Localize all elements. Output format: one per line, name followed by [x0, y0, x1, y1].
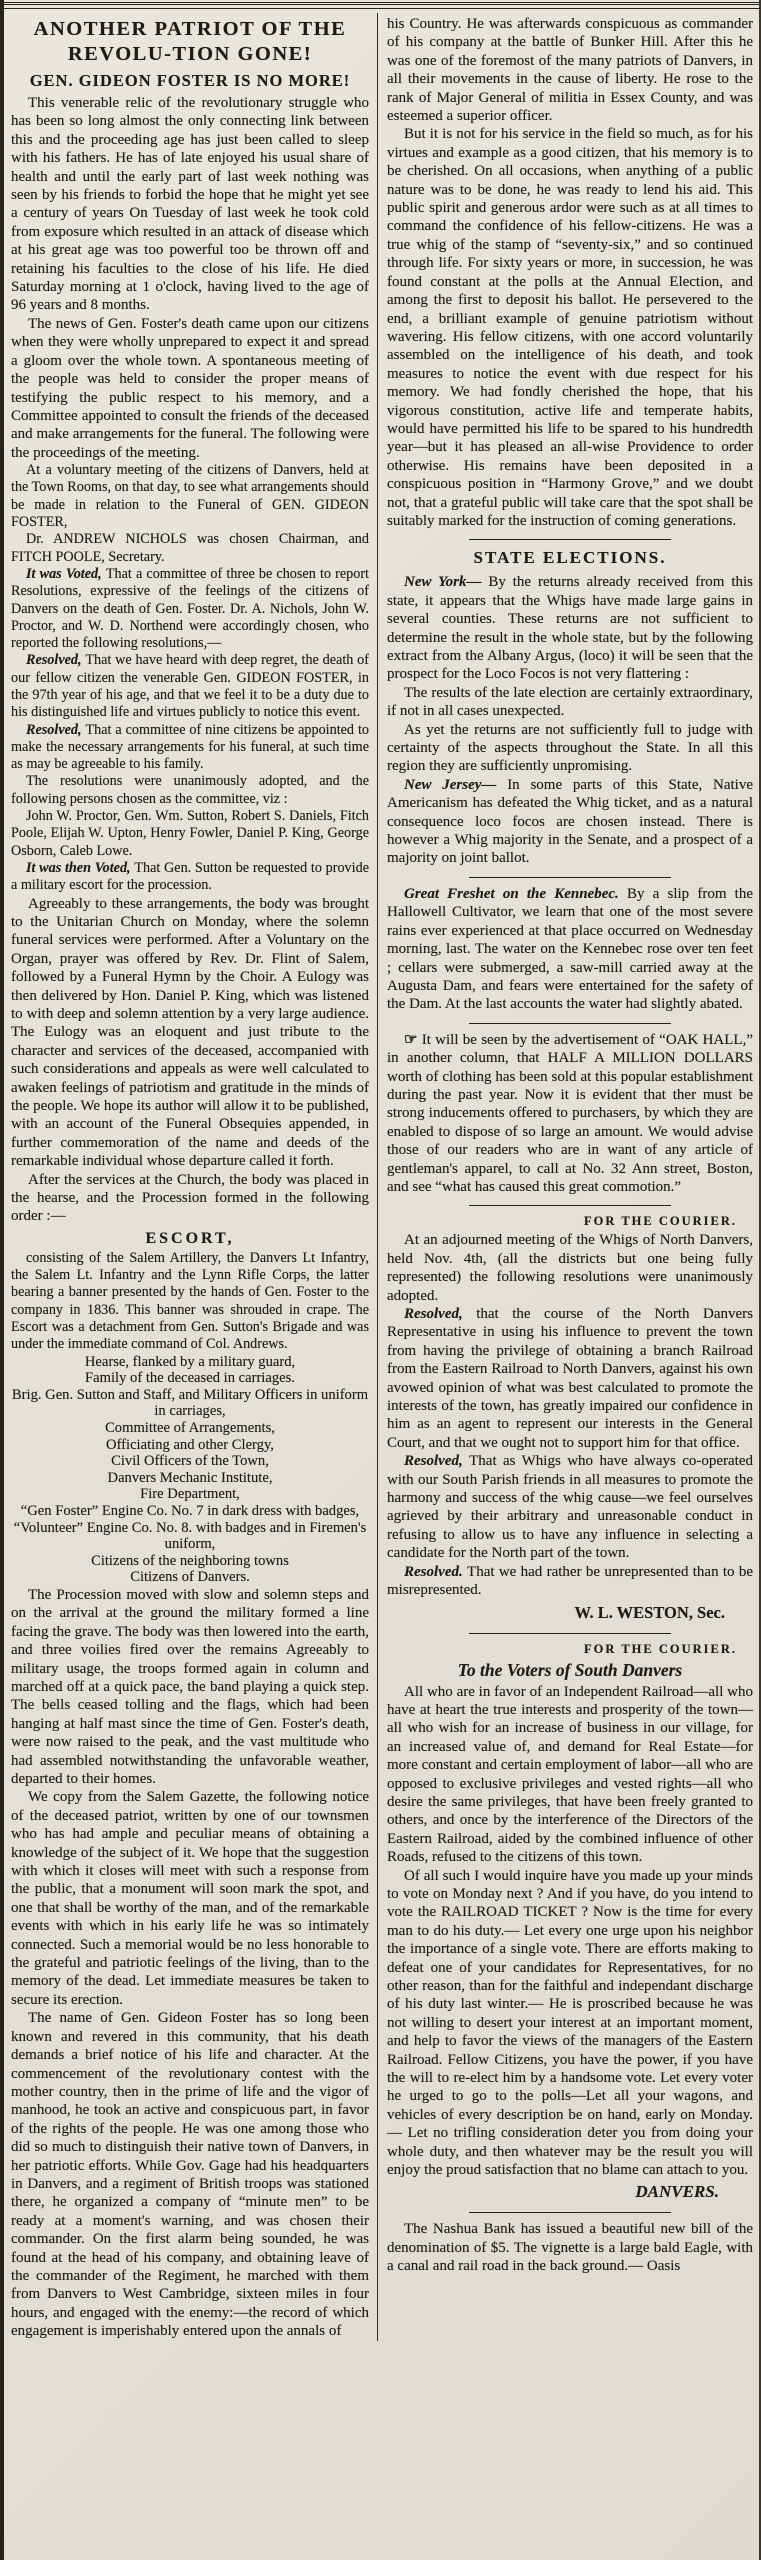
article-paragraph: Resolved, That we have heard with deep regret, the death of our fellow citizen the venerable Gen. GIDEON FOSTER, in the 97th year of his age, and that we feel it to be a duty due to his distinguished life and virtues publicly to notice this event. [11, 652, 369, 721]
article-paragraph: The Procession moved with slow and solemn steps and on the arrival at the ground the military formed a line facing the grave. The body was then lowered into the earth, and three voilies fired over the remains Agreeably to military usage, the troops formed again in column and marched off at a quick pace, the band playing a quick step. The bells ceased tolling and the flags, which had been hanging at half mast since the time of Gen. Foster's death, were now raised to the peak, and the vast multitude who had assembled notwithstanding the unfavorable weather, departed to their homes. [11, 1586, 369, 1788]
signature-weston: W. L. WESTON, Sec. [574, 1602, 725, 1622]
procession-line: Hearse, flanked by a military guard, [84, 1353, 296, 1370]
article-columns [4, 13, 759, 2341]
procession-line: Civil Officers of the Town, [111, 1453, 269, 1470]
article-paragraph: Resolved. That we had rather be unrepresented than to be misrepresented. [387, 1563, 754, 1599]
article-paragraph: New York— By the returns already received from this state, it appears that the Whigs have made large gains in several counties. These returns are not sufficient to determine the result in the whole state, but by the following extract from the Albany Argus, (loco) it will be seen that the prospect for the Loco Focos is not very flattering : [387, 574, 753, 683]
article-paragraph: Great Freshet on the Kennebec. By a slip from the Hallowell Cultivator, we learn that one of the most severe rains ever experienced at that place occurred on Wednesday morning, last. The water on the Kennebec rose over ten feet ; cellars were submerged, a saw-mill carried away at the Augusta Dam, and fears were entertained for the safety of the Dam. At the last accounts the water had slightly abated. [387, 885, 753, 1013]
masthead-rule [4, 2, 759, 9]
article-paragraph: Resolved, That as Whigs who have always co-operated with our South Parish friends in all measures to promote the harmony and success of the whig cause—we feel ourselves agrieved by their arbitrary and unreasonable conduct in refusing to allow us to have any influence in selecting a candidate for the North part of the town. [387, 1453, 754, 1562]
article-paragraph: The results of the late election are certainly extraordinary, if not in all cases unexpected. [387, 684, 753, 720]
procession-line: Committee of Arrangements, [105, 1420, 275, 1437]
paragraph-lead: Resolved, [26, 721, 86, 738]
section-divider [469, 2212, 670, 2213]
article-paragraph: The resolutions were unanimously adopted, and the following persons chosen as the committee, viz : [11, 773, 369, 807]
paragraph-lead: Resolved. [404, 1563, 468, 1580]
article-paragraph: At a voluntary meeting of the citizens of Danvers, held at the Town Rooms, on that day, to see what arrangements should be made in relation to the Funeral of GEN. GIDEON FOSTER, [11, 462, 369, 531]
paragraph-lead: Resolved, [404, 1306, 477, 1322]
article-paragraph: It was then Voted, That Gen. Sutton be requested to provide a military escort for the procession. [11, 859, 369, 894]
escort-heading: ESCORT, [145, 1229, 235, 1247]
article-paragraph: At an adjourned meeting of the Whigs of North Danvers, held Nov. 4th, (all the districts but one being fully represented) the following resolutions were unanimously adopted. [387, 1232, 753, 1304]
right-column [378, 13, 759, 2341]
paragraph-lead: It was Voted, [26, 565, 106, 582]
article-paragraph: Agreeably to these arrangements, the body was brought to the Unitarian Church on Monday, where the solemn funeral services were performed. After a Voluntary on the Organ, prayer was offered by Rev. Dr. Flint of Salem, followed by a Funeral Hymn by the Choir. A Eulogy was then delivered by Hon. Daniel P. King, which was listened to with deep and solemn attention by a very large audience. The Eulogy was an eloquent and just tribute to the character and services of the deceased, accompanied with such considerations and appeals as were well calculated to awaken feelings of patriotism and gratitude in the minds of the people. We hope its author will allow it to be published, with an account of the Funeral Obsequies appended, in further commemoration of the name and deeds of the remarkable individual whose departure called it forth. [11, 895, 369, 1170]
procession-line: Citizens of the neighboring towns [91, 1552, 289, 1569]
article-paragraph: New Jersey— In some parts of this State, Native Americanism has defeated the Whig ticket, and as a natural consequence loco focos are chosen instead. There is however a Whig majority in the Senate, and a prospect of a majority on joint ballot. [387, 776, 753, 867]
paragraph-lead: Resolved, [404, 1453, 470, 1470]
article-paragraph: This venerable relic of the revolutionary struggle who has been so long almost the only connecting link between this and the proceeding age has just been called to sleep with his fathers. He has of late enjoyed his usual share of health and until the early part of last week nothing was seen by his friends to forbid the hope that he might yet see a century of years On Tuesday of last week he took cold from exposure which resulted in an attack of disease which at his great age was too powerful too be thrown off and retaining his faculties to the close of his life. He died Saturday morning at 1 o'clock, having lived to the age of 96 years and 8 months. [11, 95, 369, 314]
article-paragraph: Of all such I would inquire have you made up your minds to vote on Monday next ? And if you have, do you intend to vote the RAILROAD TICKET ? Now is the time for every man to do his duty.— Let every one urge upon his neighbor the importance of a single vote. There are efforts making to defeat one of your candidates for Representatives, for no other reason, than for the faithful and independant discharge of his duty last winter.— He is proscribed because he was not willing to desert your interest at an important moment, and help to favor the views of the managers of the Eastern Railroad. Fellow Citizens, you have the power, if you have the will to re-elect him by a handsome vote. Let every voter he urged to go to the polls—Let all your wagons, and vehicles of every description be on hand, early on Monday.— Let no trifling consideration deter you from doing your whole duty, and then whatever may be the result you will enjoy the proud satisfaction that no blame can attach to you. [387, 1867, 753, 2179]
section-divider [469, 1633, 670, 1634]
paragraph-lead: Resolved, [26, 652, 86, 669]
paragraph-lead: Great Freshet on the Kennebec. [404, 885, 627, 902]
procession-line: Officiating and other Clergy, [106, 1436, 274, 1453]
left-column [4, 13, 378, 2341]
article-paragraph: It was Voted, That a committee of three be chosen to report Resolutions, expressive of the feelings of the citizens of Danvers on the death of Gen. Foster. Dr. A. Nichols, John W. Proctor, and W. D. Northend were accordingly chosen, who reported the following resolutions,— [11, 565, 369, 652]
article-paragraph: The name of Gen. Gideon Foster has so long been known and revered in this community, that his death demands a brief notice of his life and character. At the commencement of the revolutionary contest with the mother country, then in the prime of life and the vigor of manhood, he took an active and conspicuous part, in favor of the rights of the people. He was one among those who did so much to distinguish their native town of Danvers, in her patriotic efforts. While Gov. Gage had his headquarters in Danvers, and a regiment of British troops was stationed there, he organized a company of “minute men” to be ready at a moment's warning, and was chosen their commander. On the first alarm being sounded, he was found at the head of his company, and obtaining leave of the commander of the Regiment, he marched with them from Danvers to West Cambridge, sixteen miles in four hours, and engaged with the enemy:—the record of which engagement is imperishably entered upon the annals of [11, 2010, 369, 2340]
procession-line: Brig. Gen. Sutton and Staff, and Military Officers in uniform in carriages, [11, 1386, 369, 1420]
paragraph-lead: New York— [404, 574, 489, 591]
letter-heading: To the Voters of South Danvers [457, 1659, 683, 1680]
article-paragraph: The Nashua Bank has issued a beautiful new bill of the denomination of $5. The vignette is a large bald Eagle, with a canal and rail road in the back ground.— Oasis [387, 2221, 753, 2275]
article-subhead: GEN. GIDEON FOSTER IS NO MORE! [29, 71, 351, 90]
article-paragraph: As yet the returns are not sufficiently full to judge with certainty of the aspects throughout the State. In all this region they are sufficiently unpromising. [387, 721, 753, 775]
article-paragraph: But it is not for his service in the field so much, as for his virtues and example as a good citizen, that his memory is to be cherished. On all occasions, when anything of a public nature was to be done, he was ready to lend his aid. This public spirit and generous ardor were such as at all times to command the confidence of his fellow-citizens. He was a true whig of the stamp of “seventy-six,” and so continued through life. For sixty years or more, in succession, he was found constant at the polls at the Annual Election, and among the first to deposit his ballot. He persevered to the end, a brilliant example of genuine patriotism without wavering. His fellow citizens, with one accord voluntarily assembled on the intelligence of his death, and took measures to notice the event with due respect for his memory. We had fondly cherished the hope, that his vigorous constitution, active life and temperate habits, would have permitted his life to be spared to his hundredth year—but it has pleased an all-wise Providence to order otherwise. His remains have been deposited in a conspicuous position in “Harmony Grove,” and we doubt not, that a grateful public will take care that the spot shall be suitably marked for the instruction of coming generations. [387, 126, 753, 529]
article-paragraph: We copy from the Salem Gazette, the following notice of the deceased patriot, written by one of our townsmen who has had ample and peculiar means of obtaining a knowledge of the subject of it. We hope that the suggestion with which it closes will meet with such a response from the public, that a monument will soon mark the spot, and one that shall be worthy of the man, and of the remarkable events with which in his early life he was so intimately connected. Such a memorial would be no less honorable to the grateful and patriotic feelings of the living, than to the memory of the dead. Let immediate measures be taken to secure its erection. [11, 1789, 369, 2008]
article-paragraph: Resolved, that the course of the North Danvers Representative in using his influence to prevent the town from having the privilege of obtaining a branch Railroad from the Eastern Railroad to North Danvers, against his own avowed opinion of what was best calculated to promote the interests of the town, has greatly impaired our confidence in him as an agent to represent our interests in the General Court, and that we ought not to support him for that office. [387, 1306, 753, 1451]
article-paragraph: his Country. He was afterwards conspicuous as commander of his company at the battle of Bunker Hill. After this he was one of the foremost of the many patriots of Danvers, in all their movements in the cause of liberty. He rose to the rank of Major General of militia in Essex County, and was esteemed a superior officer. [387, 16, 753, 125]
section-divider [469, 1023, 670, 1024]
paragraph-lead: It was then Voted, [26, 859, 135, 876]
byline-for-the-courier: FOR THE COURIER. [584, 1214, 737, 1229]
paragraph-lead: New Jersey— [404, 776, 508, 793]
article-paragraph: All who are in favor of an Independent Railroad—all who have at heart the true interests and prosperity of the town—all who wish for an increase of business in our village, for an increased value of, and demand for Real Estate—for more constant and certain employment of labor—all who are opposed to exclusive privileges and vested rights—all who desire the same privileges, that have been freely granted to others, and once by the interference of the Directors of the Eastern Railroad, aided by the combined influence of other Roads, refused to the citizens of this town. [387, 1683, 753, 1866]
signature-danvers: DANVERS. [635, 2182, 719, 2202]
procession-line: “Gen Foster” Engine Co. No. 7 in dark dress with badges, [20, 1502, 360, 1519]
section-divider [469, 539, 670, 540]
pointing-hand-icon: ☞ [404, 1031, 422, 1048]
article-paragraph: Resolved, That a committee of nine citizens be appointed to make the necessary arrangements for his funeral, at such time as may be agreeable to his family. [11, 721, 369, 773]
section-divider [469, 877, 670, 878]
article-paragraph: Dr. ANDREW NICHOLS was chosen Chairman, and FITCH POOLE, Secretary. [11, 531, 369, 565]
procession-line: Family of the deceased in carriages. [85, 1370, 295, 1387]
procession-line: Citizens of Danvers. [130, 1569, 250, 1586]
byline-for-the-courier: FOR THE COURIER. [584, 1641, 737, 1656]
article-paragraph: John W. Proctor, Gen. Wm. Sutton, Robert S. Daniels, Fitch Poole, Elijah W. Upton, Henry Fowler, Daniel P. King, George Osborn, Caleb Lowe. [11, 808, 369, 859]
article-headline: ANOTHER PATRIOT OF THE REVOLU-TION GONE! [33, 18, 347, 65]
escort-paragraph: consisting of the Salem Artillery, the Danvers Lt Infantry, the Salem Lt. Infantry and the Lynn Rifle Corps, the latter bearing a banner presented by the hands of Gen. Foster to the company in 1836. This banner was shrouded in crape. The Escort was a detachment from Gen. Sutton's Brigade and was under the immediate command of Col. Andrews. [11, 1249, 369, 1353]
procession-line: Danvers Mechanic Institute, [107, 1469, 273, 1486]
article-paragraph: The news of Gen. Foster's death came upon our citizens when they were wholly unprepared to expect it and spread a gloom over the whole town. A spontaneous meeting of the people was held to consider the proper means of testifying the public respect to his memory, and a Committee appointed to consult the friends of the deceased and make arrangements for the funeral. The following were the proceedings of the meeting. [11, 315, 369, 461]
section-divider [469, 1205, 670, 1206]
procession-line: Fire Department, [140, 1486, 240, 1503]
procession-line: “Volunteer” Engine Co. No. 8. with badges and in Firemen's uniform, [13, 1519, 367, 1553]
section-heading: STATE ELECTIONS. [473, 548, 667, 568]
article-paragraph: After the services at the Church, the body was placed in the hearse, and the Procession formed in the following order :— [11, 1171, 369, 1225]
article-paragraph: ☞ It will be seen by the advertisement of “OAK HALL,” in another column, that HALF A MILLION DOLLARS worth of clothing has been sold at this popular establishment during the past year. Now it is evident that ther must be strong inducements offered to purchasers, by which they are enabled to dispose of so large an amount. We would advise those of our readers who are in want of any article of gentleman's apparel, to call at No. 32 Ann street, Boston, and see “what has caused this great commotion.” [387, 1031, 753, 1195]
